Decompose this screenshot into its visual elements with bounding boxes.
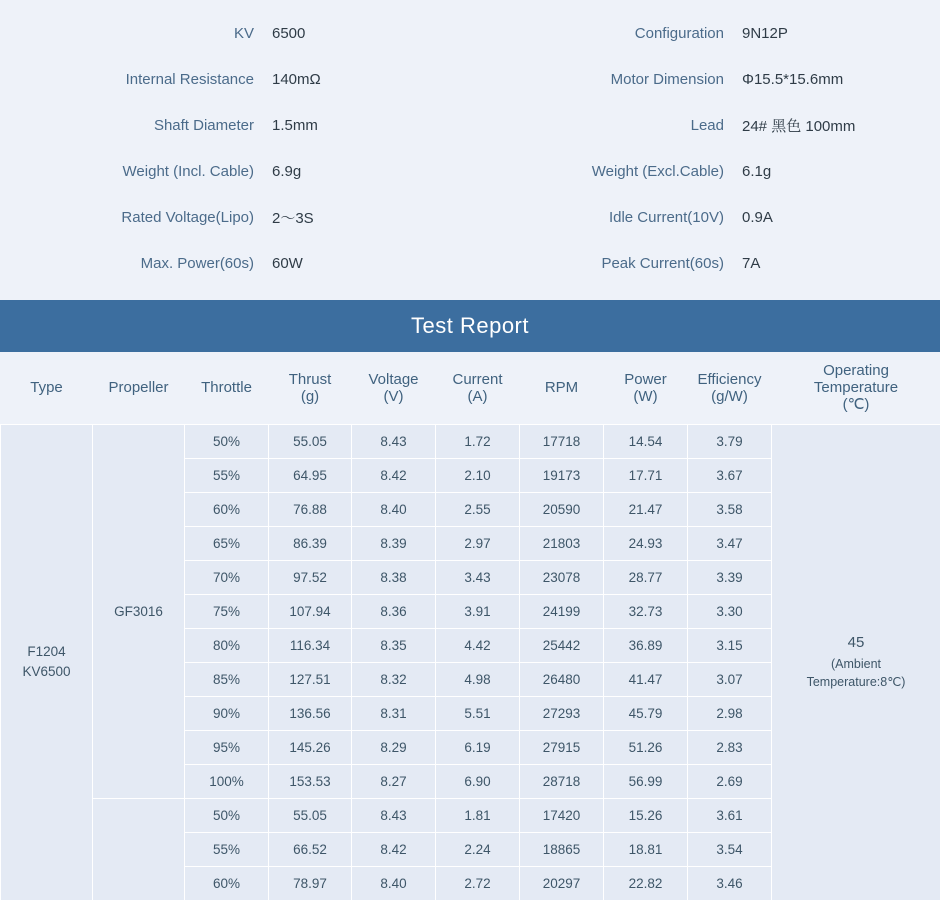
spec-cell — [470, 115, 940, 136]
spec-value: 7A — [742, 255, 940, 272]
spec-value: 6500 — [272, 25, 470, 42]
cell-voltage: 8.40 — [352, 492, 436, 526]
column-header-voltage — [352, 352, 436, 424]
spec-cell — [0, 117, 470, 134]
cell-efficiency: 3.79 — [688, 424, 772, 458]
type-line-1: F1204 — [2, 642, 91, 662]
header-main: Current — [452, 371, 502, 388]
cell-voltage: 8.40 — [352, 866, 436, 900]
cell-rpm: 26480 — [520, 662, 604, 696]
spec-cell — [470, 209, 940, 226]
header-main: Efficiency — [698, 371, 762, 388]
cell-thrust: 55.05 — [269, 424, 352, 458]
cell-voltage: 8.43 — [352, 798, 436, 832]
cell-voltage: 8.39 — [352, 526, 436, 560]
spec-row — [0, 10, 940, 56]
cell-power: 24.93 — [604, 526, 688, 560]
spec-cell — [0, 207, 470, 228]
spec-label: Configuration — [470, 25, 742, 42]
spec-label: Idle Current(10V) — [470, 209, 742, 226]
spec-value: 140mΩ — [272, 71, 470, 88]
cell-current: 1.81 — [436, 798, 520, 832]
cell-voltage: 8.36 — [352, 594, 436, 628]
spec-row — [0, 194, 940, 240]
spec-label: Lead — [470, 117, 742, 134]
cell-rpm: 20590 — [520, 492, 604, 526]
cell-power: 45.79 — [604, 696, 688, 730]
cell-thrust: 78.97 — [269, 866, 352, 900]
cell-current: 6.90 — [436, 764, 520, 798]
cell-power: 51.26 — [604, 730, 688, 764]
cell-power: 18.81 — [604, 832, 688, 866]
type-line-2: KV6500 — [2, 662, 91, 682]
cell-rpm: 27293 — [520, 696, 604, 730]
cell-voltage: 8.42 — [352, 832, 436, 866]
cell-current: 2.97 — [436, 526, 520, 560]
header-sub: (V) — [354, 388, 434, 405]
cell-efficiency: 3.30 — [688, 594, 772, 628]
column-header-propeller — [93, 352, 185, 424]
header-main: RPM — [545, 379, 578, 396]
header-sub2: (℃) — [774, 396, 939, 413]
test-report-banner: Test Report — [0, 300, 940, 352]
cell-current: 2.55 — [436, 492, 520, 526]
cell-thrust: 66.52 — [269, 832, 352, 866]
cell-efficiency: 3.15 — [688, 628, 772, 662]
table-row — [1, 424, 940, 458]
specification-block — [0, 0, 940, 300]
cell-throttle: 60% — [185, 866, 269, 900]
spec-value: 24# 黑色 100mm — [742, 115, 940, 136]
column-header-efficiency — [688, 352, 772, 424]
column-header-current — [436, 352, 520, 424]
spec-value: 9N12P — [742, 25, 940, 42]
cell-rpm: 24199 — [520, 594, 604, 628]
cell-efficiency: 2.98 — [688, 696, 772, 730]
cell-throttle: 70% — [185, 560, 269, 594]
header-sub: (A) — [438, 388, 518, 405]
cell-voltage: 8.35 — [352, 628, 436, 662]
header-main: Power — [624, 371, 667, 388]
cell-thrust: 136.56 — [269, 696, 352, 730]
temperature-note-1: (Ambient — [773, 655, 939, 674]
cell-voltage: 8.29 — [352, 730, 436, 764]
column-header-thrust — [269, 352, 352, 424]
header-main: Voltage — [368, 371, 418, 388]
cell-throttle: 85% — [185, 662, 269, 696]
cell-current: 1.72 — [436, 424, 520, 458]
cell-thrust: 145.26 — [269, 730, 352, 764]
cell-efficiency: 3.39 — [688, 560, 772, 594]
cell-throttle: 95% — [185, 730, 269, 764]
cell-operating-temperature — [772, 424, 940, 900]
cell-efficiency: 3.07 — [688, 662, 772, 696]
header-main: Propeller — [108, 379, 168, 396]
spec-label: Weight (Incl. Cable) — [0, 163, 272, 180]
cell-rpm: 20297 — [520, 866, 604, 900]
cell-power: 32.73 — [604, 594, 688, 628]
cell-propeller: GF3016 — [93, 424, 185, 798]
cell-thrust: 153.53 — [269, 764, 352, 798]
cell-rpm: 27915 — [520, 730, 604, 764]
spec-value: Φ15.5*15.6mm — [742, 71, 940, 88]
cell-rpm: 28718 — [520, 764, 604, 798]
cell-throttle: 50% — [185, 424, 269, 458]
cell-thrust: 55.05 — [269, 798, 352, 832]
cell-power: 17.71 — [604, 458, 688, 492]
cell-power: 22.82 — [604, 866, 688, 900]
cell-efficiency: 3.67 — [688, 458, 772, 492]
cell-current: 4.42 — [436, 628, 520, 662]
cell-power: 36.89 — [604, 628, 688, 662]
cell-current: 3.43 — [436, 560, 520, 594]
spec-label: Shaft Diameter — [0, 117, 272, 134]
column-header-type — [1, 352, 93, 424]
column-header-rpm — [520, 352, 604, 424]
header-sub: (g) — [271, 388, 350, 405]
cell-thrust: 64.95 — [269, 458, 352, 492]
cell-voltage: 8.38 — [352, 560, 436, 594]
cell-rpm: 23078 — [520, 560, 604, 594]
spec-row — [0, 240, 940, 286]
cell-current: 2.24 — [436, 832, 520, 866]
cell-power: 21.47 — [604, 492, 688, 526]
spec-cell — [470, 163, 940, 180]
cell-throttle: 55% — [185, 832, 269, 866]
cell-thrust: 127.51 — [269, 662, 352, 696]
temperature-note-2: Temperature:8℃) — [773, 673, 939, 692]
cell-rpm: 19173 — [520, 458, 604, 492]
cell-throttle: 55% — [185, 458, 269, 492]
spec-cell — [470, 71, 940, 88]
cell-rpm: 18865 — [520, 832, 604, 866]
cell-thrust: 97.52 — [269, 560, 352, 594]
cell-rpm: 25442 — [520, 628, 604, 662]
spec-value: 6.9g — [272, 163, 470, 180]
spec-row — [0, 148, 940, 194]
cell-throttle: 80% — [185, 628, 269, 662]
spec-cell — [0, 163, 470, 180]
cell-throttle: 75% — [185, 594, 269, 628]
cell-throttle: 100% — [185, 764, 269, 798]
cell-power: 15.26 — [604, 798, 688, 832]
test-report-table — [0, 352, 940, 901]
cell-voltage: 8.32 — [352, 662, 436, 696]
spec-cell — [0, 71, 470, 88]
spec-label: Max. Power(60s) — [0, 255, 272, 272]
header-sub: Temperature — [774, 379, 939, 396]
cell-throttle: 90% — [185, 696, 269, 730]
cell-efficiency: 2.69 — [688, 764, 772, 798]
cell-efficiency: 2.83 — [688, 730, 772, 764]
spec-value: 0.9A — [742, 209, 940, 226]
cell-thrust: 76.88 — [269, 492, 352, 526]
cell-rpm: 17420 — [520, 798, 604, 832]
cell-efficiency: 3.58 — [688, 492, 772, 526]
column-header-power — [604, 352, 688, 424]
cell-efficiency: 3.61 — [688, 798, 772, 832]
spec-label: Peak Current(60s) — [470, 255, 742, 272]
spec-label: Motor Dimension — [470, 71, 742, 88]
spec-cell — [0, 25, 470, 42]
cell-throttle: 50% — [185, 798, 269, 832]
header-main: Thrust — [289, 371, 332, 388]
cell-current: 2.72 — [436, 866, 520, 900]
table-header-row — [1, 352, 940, 424]
spec-value: 2～3S — [272, 207, 470, 228]
temperature-value: 45 — [848, 634, 865, 651]
header-main: Type — [30, 379, 63, 396]
spec-label: Internal Resistance — [0, 71, 272, 88]
column-header-operating-temperature — [772, 352, 940, 424]
cell-power: 14.54 — [604, 424, 688, 458]
spec-value: 60W — [272, 255, 470, 272]
cell-power: 28.77 — [604, 560, 688, 594]
spec-row — [0, 102, 940, 148]
cell-rpm: 17718 — [520, 424, 604, 458]
cell-thrust: 86.39 — [269, 526, 352, 560]
cell-current: 6.19 — [436, 730, 520, 764]
cell-thrust: 107.94 — [269, 594, 352, 628]
spec-row — [0, 56, 940, 102]
spec-cell — [470, 255, 940, 272]
cell-efficiency: 3.47 — [688, 526, 772, 560]
spec-label: Weight (Excl.Cable) — [470, 163, 742, 180]
header-sub: (W) — [606, 388, 686, 405]
cell-voltage: 8.43 — [352, 424, 436, 458]
spec-label: Rated Voltage(Lipo) — [0, 209, 272, 226]
column-header-throttle — [185, 352, 269, 424]
cell-voltage: 8.42 — [352, 458, 436, 492]
cell-thrust: 116.34 — [269, 628, 352, 662]
cell-efficiency: 3.46 — [688, 866, 772, 900]
cell-throttle: 60% — [185, 492, 269, 526]
cell-current: 3.91 — [436, 594, 520, 628]
header-main: Operating — [823, 362, 889, 379]
header-main: Throttle — [201, 379, 252, 396]
spec-value: 6.1g — [742, 163, 940, 180]
spec-value: 1.5mm — [272, 117, 470, 134]
cell-current: 5.51 — [436, 696, 520, 730]
cell-current: 2.10 — [436, 458, 520, 492]
cell-power: 56.99 — [604, 764, 688, 798]
spec-cell — [470, 25, 940, 42]
cell-voltage: 8.27 — [352, 764, 436, 798]
cell-voltage: 8.31 — [352, 696, 436, 730]
cell-efficiency: 3.54 — [688, 832, 772, 866]
cell-throttle: 65% — [185, 526, 269, 560]
cell-propeller — [93, 798, 185, 900]
header-sub: (g/W) — [690, 388, 770, 405]
spec-cell — [0, 255, 470, 272]
cell-type — [1, 424, 93, 900]
spec-label: KV — [0, 25, 272, 42]
cell-current: 4.98 — [436, 662, 520, 696]
cell-rpm: 21803 — [520, 526, 604, 560]
cell-power: 41.47 — [604, 662, 688, 696]
